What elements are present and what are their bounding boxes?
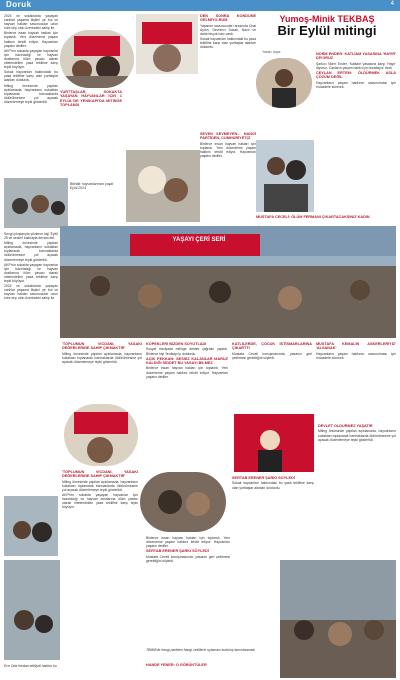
masthead-logo: Doruk [6, 0, 32, 9]
protest-photo-2-image [136, 14, 198, 74]
headline-kicker: Yumoş-Minik TEKBAŞ [279, 14, 375, 24]
section-heading: 'TOPLUMUN VICDANI, YASAKI DEĞERLERINE SAHIP ÇIKMAKTIR' [62, 342, 142, 351]
paragraph: AKP'nin sokakta yaşayan hayvanlar için hazırladığı ve hayvan dostlarına ölüm yasası olarak nitelendirilen yasa teklifine karşı tepki büyüyor. [62, 493, 138, 510]
paragraph: Şarkıcı Norm Ender, 'Katliam yasasına karşı 'Hayır' diyoruz. Canların yaşam hakkı için buradayız' dedi. [316, 61, 396, 70]
paragraph: Binlerce insan hayvan hakları için toplandı. Yeni düzenleme yaşam hakkını tehdit ediyor. Hayvanları yaşatın dediler. [200, 141, 256, 159]
column-1-lower [4, 232, 58, 400]
paragraph: Binlerce insan hayvan hakları için toplandı. Yeni düzenleme yaşam hakkını tehdit ediyor. Hayvanları yaşatın dediler. [146, 366, 228, 379]
paragraph: Miting öncesinde yapılan açıklamada, hayvanların sokaktan toplanarak barınaklarda öldürülmesine yol açacak düzenlemeye tepki gösterildi. [318, 429, 396, 442]
bottom-caption: MUSTAFA CECELİ: ÖLÜM FERMANI ÇIKARTACAKSINIZ KADIN [256, 215, 370, 219]
section-heading: SEVEN SEVMEYEN... HANGİ PARTİDEN, CUMHURİYETÇİ [200, 132, 256, 141]
protest-photo-1 [60, 30, 134, 88]
column-bottom-1 [62, 470, 138, 620]
column-1-top [4, 14, 58, 176]
footer-column: Ece Oda fırtıdan etkiliydi hatıbın bu [4, 664, 57, 668]
crowd-photo-small [4, 178, 68, 228]
section-heading: DEVLET ÖLDÜRMEZ YAŞATIR [318, 424, 373, 428]
paragraph: Sokak hayvanları hakkındaki bu yasa teklifine karşı olan yurttaşlar alanları doldurdu. [232, 481, 314, 490]
crowd-photo-small-image [4, 178, 68, 228]
speaker-photo-image [256, 140, 314, 212]
paragraph: Sokak hayvanları hakkındaki bu yasa teklifine karşı olan yurttaşlar alanları doldurdu. [200, 37, 256, 50]
protest-photo-circle [64, 404, 138, 466]
crowd-photo-bottom-right [280, 560, 396, 678]
dog-photo-image [126, 150, 200, 222]
column-lower-mid-3 [232, 342, 312, 412]
dog-photo [126, 150, 200, 222]
bottom-heading: HANDE YENER: O GÖRÜNTÜLER [146, 663, 207, 667]
protest-photo-bottom [140, 472, 226, 532]
singer-stage-photo-image [234, 414, 314, 472]
crowd-photo-left [4, 496, 58, 556]
paragraph: Binlerce insan hayvan hakları için toplandı. Yeni düzenleme yaşam hakkını tehdit ediyor. Hayvanları yaşatın dediler. [4, 31, 58, 48]
section-heading: CEYLAN ERTEM: ÖLDÜRMEK ASLA ÇÖZÜM DEĞİL [316, 71, 396, 80]
column-lower-mid-2 [146, 342, 228, 446]
protest-photo-bottom-image [140, 472, 226, 532]
section-heading: MUSTAFA KEMALİN ASKERLERİYİZ' 'ALSANAK' [316, 342, 396, 351]
column-3-lower [200, 132, 256, 220]
quote-text: Bitirdik: hayvanlarımızı yaşat [70, 182, 114, 186]
protest-photo-1-image [60, 30, 134, 88]
headline-box [258, 14, 396, 50]
section-heading: NORM ENDER: KATLİAM YASASINA 'HAYIR' DİYORUZ [316, 52, 396, 61]
speaker-photo [256, 140, 314, 212]
section-heading: YURTTAŞLAR, SOKAKTA YAŞAYAN HAYVANLAR IÇIN 1 EYLÜL'DE YENIKAPI'DA MITINGE TOPLANDI [60, 90, 122, 108]
paragraph: Sosyal medyada mitinge destek çağrıları yapıldı. Binlerce kişi Yenikapı'yı doldurdu. [146, 347, 228, 356]
paragraph: AKP'nin sokakta yaşayan hayvanlar için hazırladığı ve hayvan dostlarına ölüm yasası olarak nitelendirilen yasa teklifine karşı tepki büyüyor. [4, 48, 58, 70]
quote-subtext: Eylül 2024 [70, 186, 86, 190]
footer-caption: TBMM'de hangi partiden hangi vekillerin oylaması kurtuluş tanımlanmadı [146, 648, 256, 652]
protest-photo-circle-image [64, 404, 138, 466]
section-heading: SERTAB ERENER ŞARKI SÖYLEDİ [232, 476, 295, 480]
paragraph: Mustafa Ceceli konuşmasında, yasanın geri çekilmesi gerektiğini söyledi. [146, 554, 230, 563]
paragraph: Binlerce insan hayvan hakları için toplandı. Yeni düzenleme yaşam hakkını tehdit ediyor. Hayvanları yaşatın dediler. [146, 536, 230, 549]
paragraph: AKP'nin sokakta yaşayan hayvanlar için hazırladığı ve hayvan dostlarına ölüm yasası olarak nitelendirilen yasa teklifine karşı tepki büyüyor. [4, 262, 58, 284]
singer-photo [256, 58, 312, 108]
column-3-text [200, 14, 256, 130]
paragraph: Yaşamın savunucuları arasında Ünal Aydın, Devrimci Sokak, Nazlı ve daha birçok isim vardı. [200, 23, 256, 36]
quote-left [70, 182, 126, 190]
paragraph: 2024 ve sokaklarda yaşayan canlılar yaşama ilişkin! ye bul ve hayvan haklan savunucular uzun süre dışı oldu üzerindeki sahip ile. [4, 14, 58, 31]
singer-stage-photo [234, 414, 314, 472]
section-heading: KÖPEKLERI BIZDEN SOYUTLADI [146, 342, 207, 346]
paragraph: Miting öncesinde yapılan açıklamada, hayvanların sokaktan toplanarak barınaklarda öldürülmesine yol açacak düzenlemeye tepki gösterildi. [62, 351, 142, 364]
paragraph: Sokak hayvanları hakkındaki bu yasa teklifine karşı olan yurttaşlar alanları doldurdu. [4, 70, 58, 83]
column-bottom-3 [146, 536, 230, 646]
column-lower-mid-1 [62, 342, 142, 402]
crowd-photo-bottom-left-image [4, 560, 60, 660]
paragraph: Miting öncesinde yapılan açıklamada, hayvanların sokaktan toplanarak barınaklarda öldürülmesine yol açacak düzenlemeye tepki gösterildi. [4, 83, 58, 104]
crowd-photo-left-image [4, 496, 58, 556]
section-heading: KATLİLERDE, ÇOCUK İSTİSMARLARINA ÇIKARTTI [232, 342, 312, 351]
paragraph: Miting öncesinde yapılan açıklamada, hayvanların sokaktan toplanarak barınaklarda öldürülmesine yol açacak düzenlemeye tepki gösterildi. [4, 241, 58, 262]
main-crowd-photo [60, 226, 396, 338]
column-lower-right [316, 342, 396, 422]
column-4-text [316, 52, 396, 212]
paragraph: 2024 ve sokaklarda yaşayan canlılar yaşama ilişkin! ye bul ve hayvan haklan savunucular uzun süre dışı oldu üzerindeki sahip ile. [4, 284, 58, 301]
protest-photo-2 [136, 14, 198, 74]
masthead [0, 0, 400, 11]
paragraph: Mustafa Ceceli konuşmasında, yasanın geri çekilmesi gerektiğini söyledi. [232, 351, 312, 360]
paragraph: Miting öncesinde yapılan açıklamada, hayvanların sokaktan toplanarak barınaklarda öldürülmesine yol açacak düzenlemeye tepki gösterildi. [62, 479, 138, 492]
singer-photo-image [256, 58, 312, 108]
column-lower-right-2 [318, 424, 396, 504]
paragraph: Hayvanların yaşam hakkının savunulması için mücadele sürecek. [316, 351, 396, 360]
column-2-text [60, 90, 122, 130]
page-number: 4 [390, 1, 394, 7]
author-byline: Yazan: Ayşe [262, 50, 281, 54]
crowd-photo-bottom-left [4, 560, 60, 660]
paragraph: Sevgi çıkışlarıyla yüzlerce kişi 'Eylül 25 ve seslisi' kalmayla devam etti. [4, 232, 58, 241]
photo-banner: YAŞAYI ÇERİ SERİ [144, 236, 254, 246]
section-heading: 'TOPLUMUN VICDANI, YASAKI DEĞERLERINE SAHIP ÇIKMAKTIR' [62, 470, 138, 479]
author-line: DEN SONRA KONDUNE GELMİYO-RUM [200, 14, 256, 23]
section-heading: AÇIK PEKKAN: SESSİZ KALANLAR MARUZ KALDIĞI SİDDET BU YASAYI BİLMEZ [146, 356, 228, 365]
headline-title: Bir Eylül mitingi [277, 23, 377, 38]
section-heading: SERTAB ERENER ŞARKI SÖYLEDİ [146, 549, 209, 554]
paragraph: Hayvanların yaşam hakkının savunulması için mücadele sürecek. [316, 80, 396, 89]
crowd-photo-bottom-right-image [280, 560, 396, 678]
